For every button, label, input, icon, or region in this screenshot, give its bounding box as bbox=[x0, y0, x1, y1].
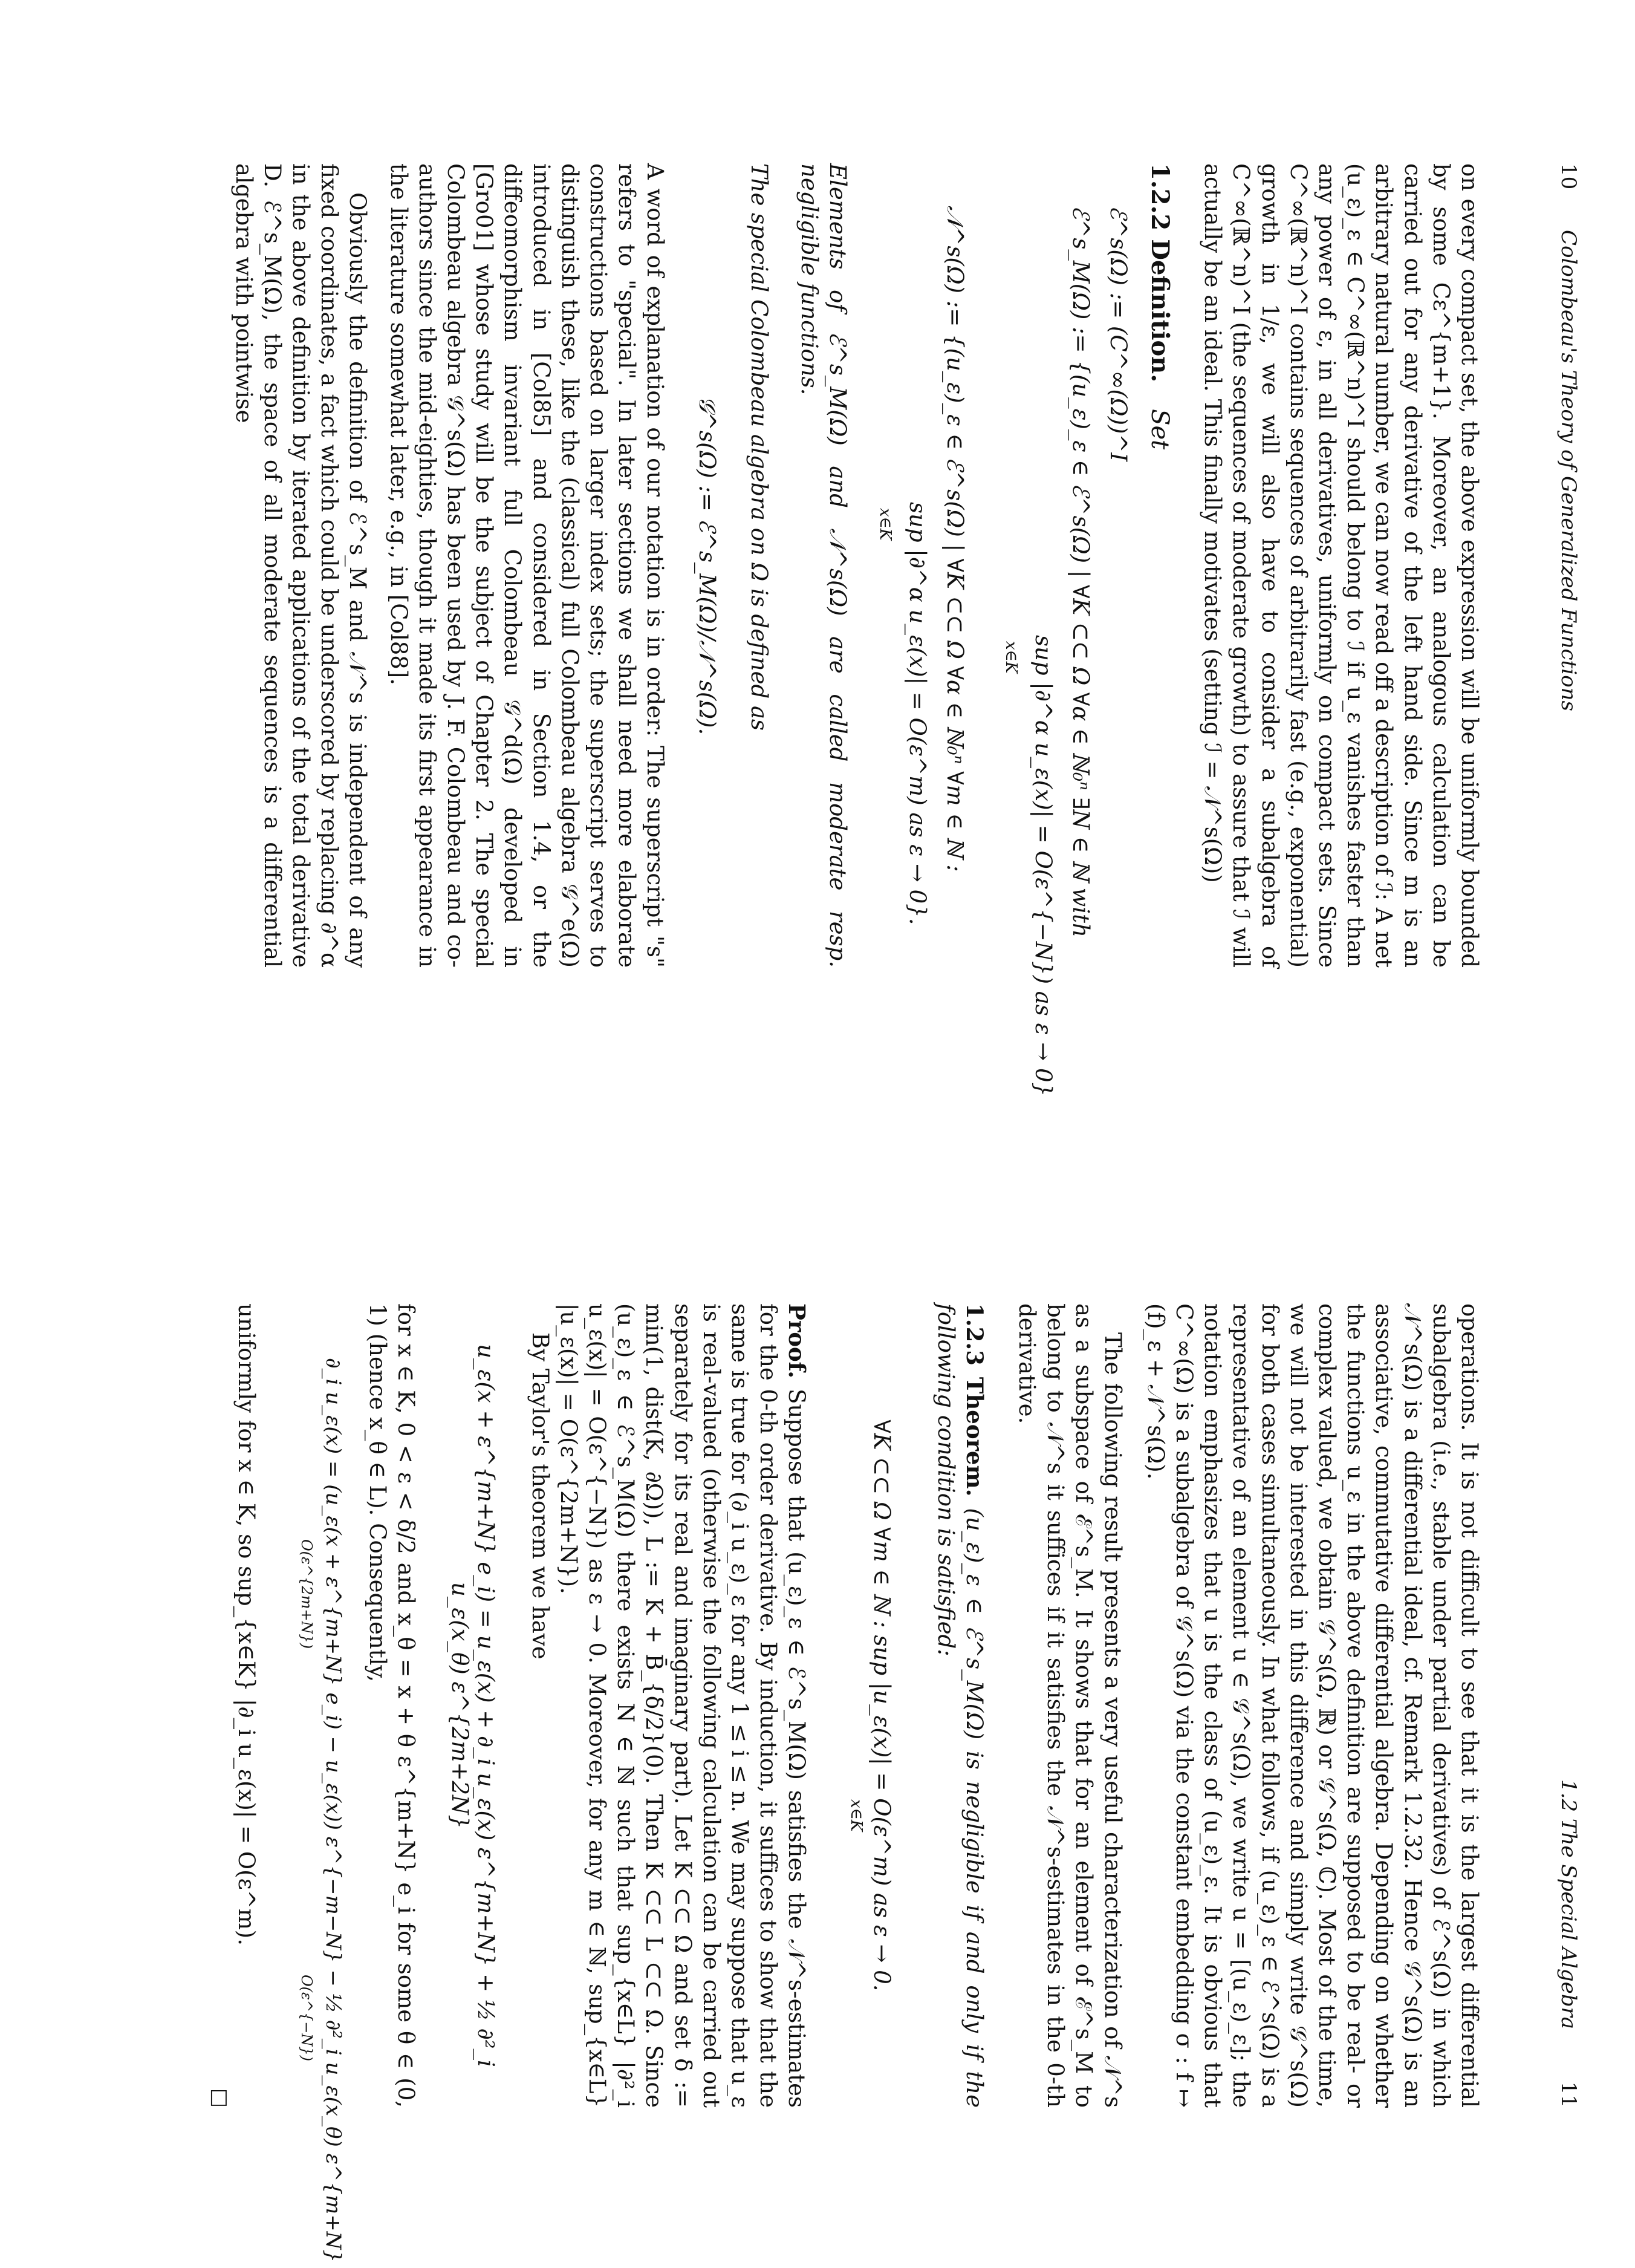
equation-consequence bbox=[320, 1358, 345, 2263]
theorem-text: (u_ε)_ε ∈ ℰ^s_M(Ω) is negligible if and only if the following condition is satisfied: bbox=[932, 1303, 987, 2108]
equation-N-line-1: 𝒩^s(Ω) := {(u_ε)_ε ∈ ℰ^s(Ω) | ∀K ⊂⊂ Ω ∀α ∈ ℕ₀ⁿ ∀m ∈ ℕ : bbox=[941, 206, 968, 872]
proof-paragraph bbox=[554, 1303, 811, 2108]
page-number: 11 bbox=[1556, 2081, 1581, 2108]
qed-symbol: □ bbox=[207, 2088, 232, 2108]
underbrace-label-b: O(ε^{−N}) bbox=[297, 1975, 315, 2062]
proof-text: Suppose that (u_ε)_ε ∈ ℰ^s_M(Ω) satisfies the 𝒩^s-estimates for the 0-th order derivative. By induction, it suffices to show that the same is true for (∂_i u_ε)_ε for any 1 ≤ i ≤ n. We may suppose that u_ε is real-valued (otherwise the following calculation can be carried out separately for its real and imaginary part). Let K ⊂⊂ Ω and set δ := min(1, dist(K, ∂Ω)), L := K + B̄_{δ/2}(0). Then K ⊂⊂ L ⊂⊂ Ω. Since (u_ε)_ε ∈ ℰ^s_M(Ω) there exists N ∈ ℕ such that sup_{x∈L} |∂²_i u_ε(x)| = O(ε^{−N}) as ε → 0. Moreover, for any m ∈ ℕ, sup_{x∈L} |u_ε(x)| = O(ε^{2m+N}). bbox=[555, 1303, 810, 2108]
page-number: 10 bbox=[1556, 163, 1581, 190]
paragraph: The following result presents a very useful characterization of 𝒩^s as a subspace of ℰ^s_M. It shows that for an element of ℰ^s_M to belong to 𝒩^s it suffices if it satisfies the 𝒩^s-estimates in the 0-th derivative. bbox=[1013, 1303, 1126, 2108]
section-word: Set bbox=[1145, 409, 1174, 450]
running-head bbox=[1538, 1303, 1581, 2108]
paragraph: uniformly for x ∈ K, so sup_{x∈K} |∂_i u_ε(x)| = O(ε^m). bbox=[233, 1303, 259, 1946]
equation-G: 𝒢^s(Ω) := ℰ^s_M(Ω)/𝒩^s(Ω). bbox=[694, 396, 721, 735]
proof-label: Proof. bbox=[784, 1303, 811, 1379]
section-number: 1.2.2 bbox=[1145, 163, 1174, 231]
paragraph: operations. It is not difficult to see that it is the largest differential subalgebra (i.e., stable under partial derivatives) of ℰ^s(Ω) in which 𝒩^s(Ω) is a differential ideal, cf. Remark 1.2.32. Hence 𝒢^s(Ω) is an associative, commutative differential algebra. Depending on whether the functions u_ε in the above definition are supposed to be real- or complex valued, we obtain 𝒢^s(Ω, ℝ) or 𝒢^s(Ω, ℂ). Most of the time, we will not be interested in this difference and simply write 𝒢^s(Ω) for both cases simultaneously. In what follows, if (u_ε)_ε ∈ ℰ^s(Ω) is a representative of an element u ∈ 𝒢^s(Ω), we write u = [(u_ε)_ε]; the notation emphasizes that u is the class of (u_ε)_ε. It is obvious that C^∞(Ω) is a subalgebra of 𝒢^s(Ω) via the constant embedding σ : f ↦ (f)_ε + 𝒩^s(Ω). bbox=[1142, 1303, 1483, 2108]
definition-heading bbox=[1146, 163, 1174, 968]
paragraph: Obviously the definition of ℰ^s_M and 𝒩^s is independent of any fixed coordinates, a fact which could be underscored by replacing ∂^α in the above definition by iterated applications of the total derivative D. ℰ^s_M(Ω), the space of all moderate sequences is a differential algebra with pointwise bbox=[230, 163, 371, 968]
section-label: Definition. bbox=[1145, 239, 1174, 383]
running-head bbox=[1538, 163, 1581, 968]
equation-EM-subscript: x∈K bbox=[1001, 641, 1020, 674]
right-page-content bbox=[202, 1303, 1581, 2263]
underbrace-label-a: O(ε^{2m+N}) bbox=[297, 1539, 315, 1649]
equation-N-line-2: sup |∂^α u_ε(x)| = O(ε^m) as ε → 0}. bbox=[904, 502, 931, 925]
equation-theorem-subscript: x∈K bbox=[847, 1799, 866, 1832]
left-page-content bbox=[229, 163, 1581, 1097]
theorem-statement bbox=[931, 1303, 988, 2108]
equation-consequence-part-b: − ½ ∂²_i u_ε(x_θ) ε^{m+N} bbox=[320, 1963, 345, 2263]
running-title: 1.2 The Special Algebra bbox=[1556, 1779, 1581, 2029]
paragraph: on every compact set, the above expression will be uniformly bounded by some Cε^{m+1}. Moreover, an analogous calculation can be carried out for any derivative of the left hand side. Since m is an arbitrary natural number, we can now read off a description of ℐ: A net (u_ε)_ε ∈ C^∞(ℝ^n)^I should belong to ℐ if u_ε vanishes faster than any power of ε, in all derivatives, uniformly on compact sets. Since C^∞(ℝ^n)^I contains sequences of arbitrarily fast (e.g., exponential) growth in 1/ε, we will also have to consider a subalgebra of C^∞(ℝ^n)^I (the sequences of moderate growth) to assure that ℐ will actually be an ideal. This finally motivates (setting ℐ = 𝒩^s(Ω)) bbox=[1200, 163, 1483, 968]
equation-consequence-part-a: ∂_i u_ε(x) = (u_ε(x + ε^{m+N} e_i) − u_ε(x)) ε^{−m−N} bbox=[320, 1358, 345, 1963]
running-title: Colombeau's Theory of Generalized Functions bbox=[1556, 230, 1581, 711]
paragraph: Elements of ℰ^s_M(Ω) and 𝒩^s(Ω) are called moderate resp. negligible functions. bbox=[796, 163, 851, 968]
paragraph: A word of explanation of our notation is in order: The superscript "s" refers to "special". In later sections we shall need more elaborate constructions based on larger index sets; the superscript serves to distinguish these, like the (classical) full Colombeau algebra 𝒢^e(Ω) introduced in [Col85] and considered in Section 1.4, or the diffeomorphism invariant full Colombeau 𝒢^d(Ω) developed in [Gro01] whose study will be the subject of Chapter 2. The special Colombeau algebra 𝒢^s(Ω) has been used by J. F. Colombeau and co-authors since the mid-eighties, though it made its first appearance in the literature somewhat later, e.g., in [Col88]. bbox=[385, 163, 669, 968]
theorem-label: Theorem. bbox=[961, 1377, 988, 1497]
right-page bbox=[0, 1134, 1635, 2268]
paragraph: for x ∈ K, 0 < ε < δ/2 and x_θ = x + θ ε^{m+N} e_i for some θ ∈ (0, 1) (hence x_θ ∈ L). Consequently, bbox=[365, 1303, 420, 2108]
equation-EM-line-1: ℰ^s_M(Ω) := {(u_ε)_ε ∈ ℰ^s(Ω) | ∀K ⊂⊂ Ω ∀α ∈ ℕ₀ⁿ ∃N ∈ ℕ with bbox=[1067, 206, 1094, 937]
underbrace-labels bbox=[279, 1303, 315, 2108]
equation-E: ℰ^s(Ω) := (C^∞(Ω))^I bbox=[1105, 206, 1131, 462]
theorem-number: 1.2.3 bbox=[961, 1303, 988, 1366]
paragraph: By Taylor's theorem we have bbox=[527, 1332, 553, 1660]
paragraph: The special Colombeau algebra on Ω is defined as bbox=[746, 163, 772, 731]
equation-theorem: ∀K ⊂⊂ Ω ∀m ∈ ℕ : sup |u_ε(x)| = O(ε^m) as ε → 0. bbox=[869, 1419, 896, 1992]
equation-N-subscript: x∈K bbox=[876, 508, 894, 541]
equation-taylor: u_ε(x + ε^{m+N} e_i) = u_ε(x) + ∂_i u_ε(x) ε^{m+N} + ½ ∂²_i u_ε(x_θ) ε^{2m+2N} bbox=[447, 1344, 499, 2067]
equation-EM-line-2: sup |∂^α u_ε(x)| = O(ε^{−N}) as ε → 0} bbox=[1030, 635, 1056, 1097]
